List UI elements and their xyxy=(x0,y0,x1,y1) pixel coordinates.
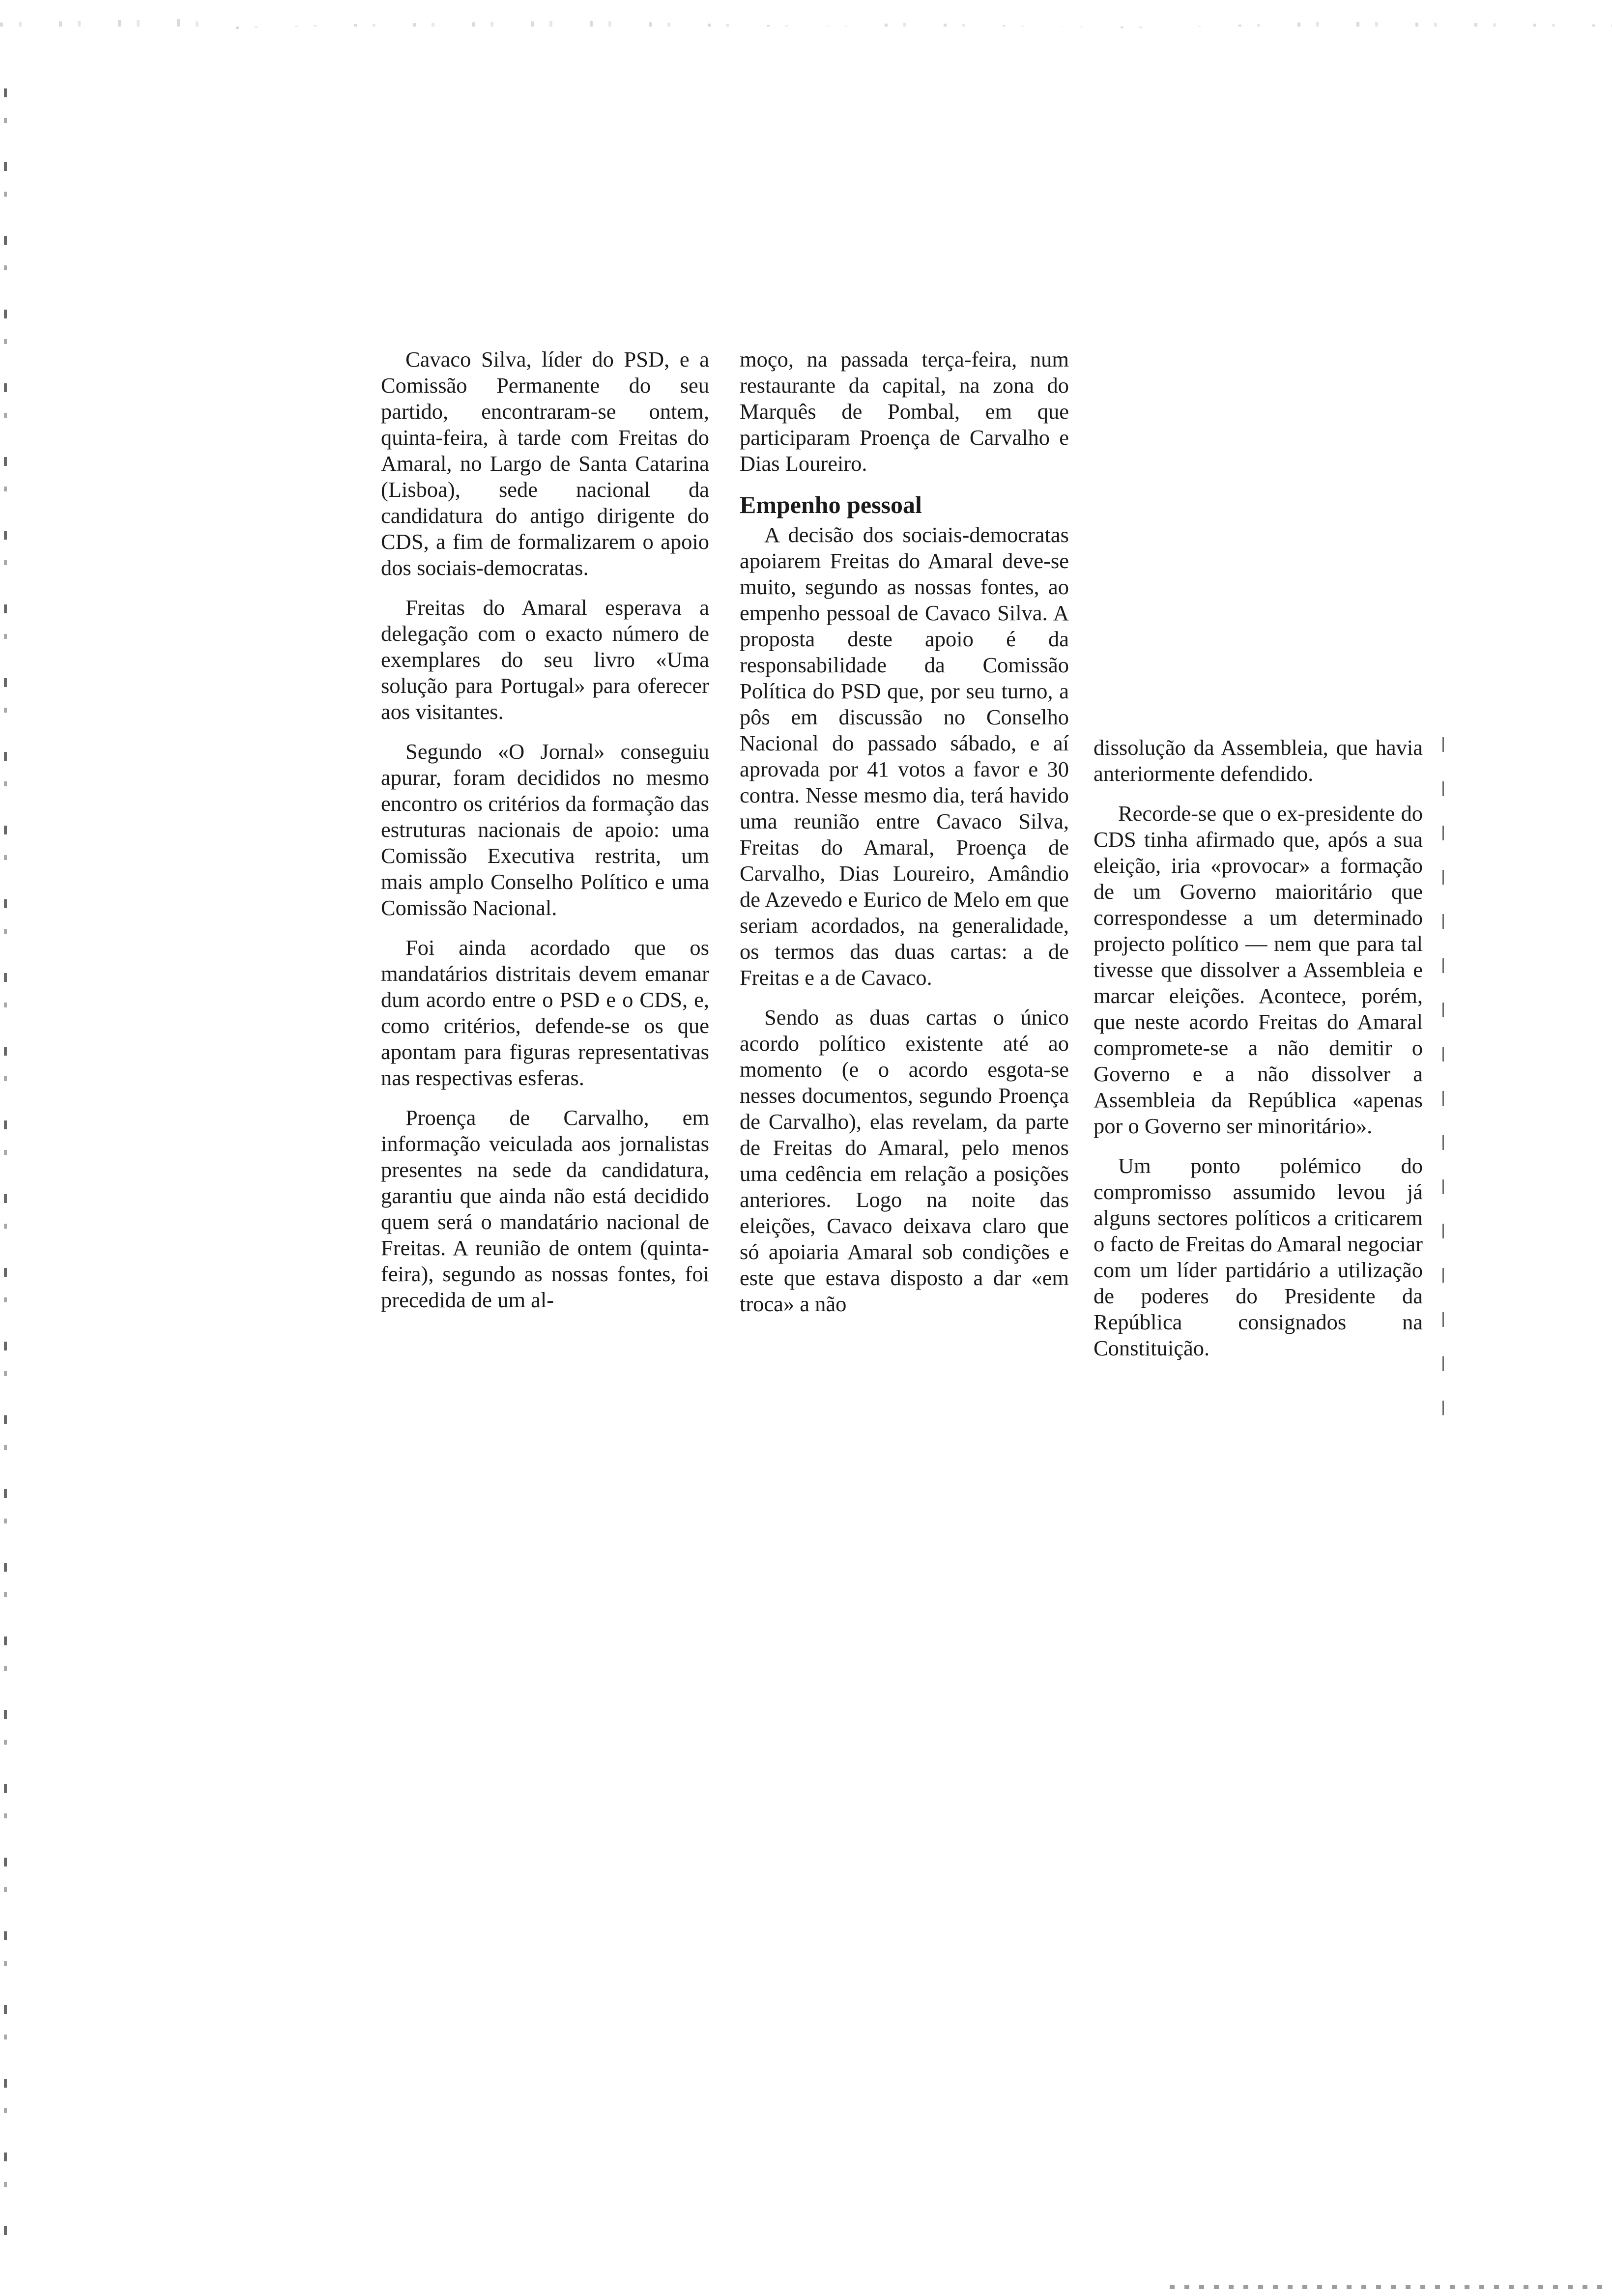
paragraph: Segundo «O Jornal» conseguiu apurar, foram decididos no mesmo encontro os critérios da formação das estruturas nacionais de apoio: uma Comissão Executiva restrita, um mais amplo Conselho Político e uma Comissão Nacional. xyxy=(381,739,709,920)
scan-artifact-left-edge xyxy=(4,88,7,2251)
subheading: Empenho pessoal xyxy=(740,491,922,518)
paragraph: Recorde-se que o ex-presidente do CDS tinha afirmado que, após a sua eleição, iria «provocar» a formação de um Governo maioritário que correspondesse a um determinado projecto político — nem que para tal tivesse que dissolver a Assembleia e marcar eleições. Acontece, porém, que neste acordo Freitas do Amaral compromete-se a não demitir o Governo e a não dissolver a Assembleia da República «apenas por o Governo ser minoritário». xyxy=(1094,801,1423,1138)
paragraph: Foi ainda acordado que os mandatários distritais devem emanar dum acordo entre o PSD e o CDS, e, como critérios, defende-se os que apontam para figuras representativas nas respectivas esferas. xyxy=(381,935,709,1090)
paragraph-continuation: moço, na passada terça-feira, num restaurante da capital, na zona do Marquês de Pombal, em que participaram Proença de Carvalho e Dias Loureiro. xyxy=(740,347,1069,476)
paragraph-continuation: dissolução da Assembleia, que havia anteriormente defendido. xyxy=(1094,735,1423,786)
column-rule xyxy=(1442,737,1444,1415)
paragraph: Proença de Carvalho, em informação veiculada aos jornalistas presentes na sede da candidatura, garantiu que ainda não está decidido quem será o mandatário nacional de Freitas. A reunião de ontem (quinta-feira), segundo as nossas fontes, foi precedida de um al- xyxy=(381,1105,709,1312)
paragraph: Sendo as duas cartas o único acordo político existente até ao momento (e o acordo esgota-se nesses documentos, segundo Proença de Carvalho), elas revelam, da parte de Freitas do Amaral, pelo menos uma cedência em relação a posições anteriores. Logo na noite das eleições, Cavaco deixava claro que só apoiaria Amaral sob condições e este que estava disposto a dar «em troca» a não xyxy=(740,1005,1069,1316)
paragraph: Um ponto polémico do compromisso assumido levou já alguns sectores políticos a criticarem o facto de Freitas do Amaral negociar com um líder partidário a utilização de poderes do Presidente da República consignados na Constituição. xyxy=(1094,1153,1423,1360)
paragraph: Cavaco Silva, líder do PSD, e a Comissão Permanente do seu partido, encontraram-se ontem, quinta-feira, à tarde com Freitas do Amaral, no Largo de Santa Catarina (Lisboa), sede nacional da candidatura do antigo dirigente do CDS, a fim de formalizarem o apoio dos sociais-democratas. xyxy=(381,347,709,580)
paragraph: Freitas do Amaral esperava a delegação com o exacto número de exemplares do seu livro «Uma solução para Portugal» para oferecer aos visitantes. xyxy=(381,595,709,724)
scan-artifact-top xyxy=(0,15,1612,34)
article-column-3 xyxy=(1094,735,1423,1375)
article-column-2 xyxy=(740,346,1069,1331)
article-column-1 xyxy=(381,346,709,1327)
scan-artifact-bottom xyxy=(1170,2285,1602,2289)
paragraph: A decisão dos sociais-democratas apoiarem Freitas do Amaral deve-se muito, segundo as nossas fontes, ao empenho pessoal de Cavaco Silva. A proposta deste apoio é da responsabilidade da Comissão Política do PSD que, por seu turno, a pôs em discussão no Conselho Nacional do passado sábado, e aí aprovada por 41 votos a favor e 30 contra. Nesse mesmo dia, terá havido uma reunião entre Cavaco Silva, Freitas do Amaral, Proença de Carvalho, Dias Loureiro, Amândio de Azevedo e Eurico de Melo em que seriam acordados, na generalidade, os termos das duas cartas: a de Freitas e a de Cavaco. xyxy=(740,522,1069,990)
